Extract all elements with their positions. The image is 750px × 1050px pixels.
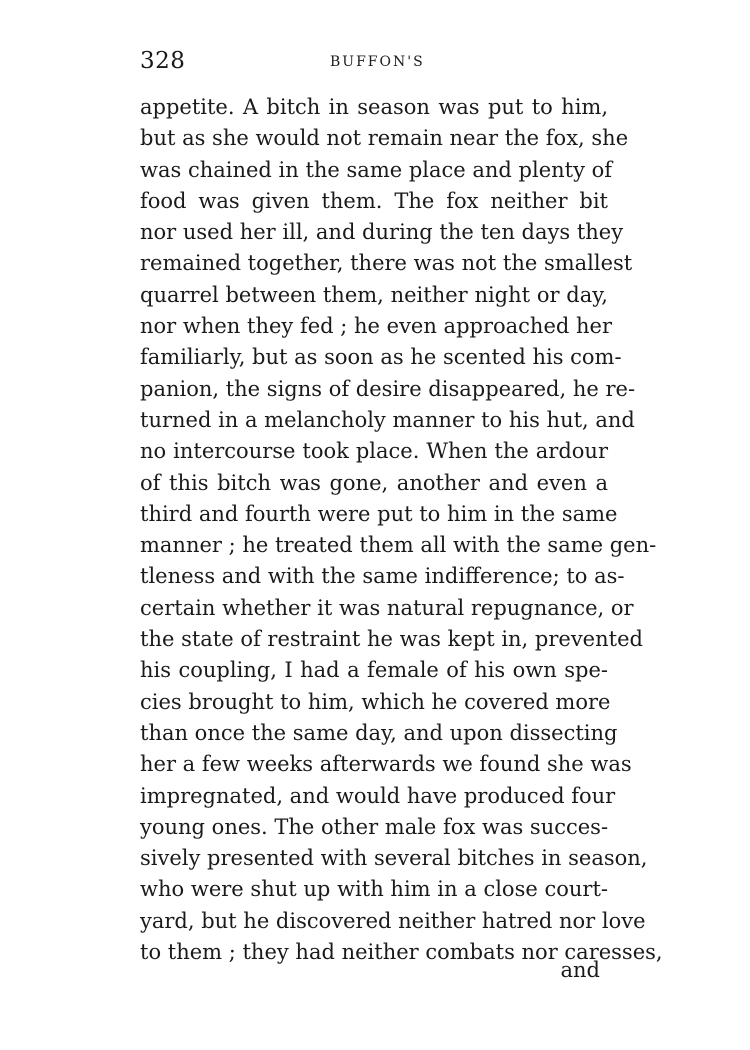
running-head: BUFFON'S [330, 54, 425, 70]
text-line: third and fourth were put to him in the same [140, 501, 618, 526]
text-line: of this bitch was gone, another and even a [140, 470, 608, 495]
text-line: impregnated, and would have produced four [140, 783, 616, 808]
text-line: manner ; he treated them all with the same gen- [140, 533, 657, 558]
text-line: yard, but he discovered neither hatred nor love [140, 908, 646, 933]
body-text [140, 92, 663, 968]
text-line: panion, the signs of desire disappeared, he re- [140, 376, 636, 401]
text-line: remained together, there was not the smallest [140, 251, 633, 276]
page-header [140, 48, 610, 84]
text-line: nor when they fed ; he even approached her [140, 314, 612, 339]
text-line: appetite. A bitch in season was put to him, [140, 95, 608, 119]
text-line: food was given them. The fox neither bit [140, 188, 608, 213]
text-line: sively presented with several bitches in season, [140, 846, 648, 871]
text-line: tleness and with the same indifference; to as- [140, 564, 625, 589]
catchword: and [560, 958, 600, 982]
text-line: quarrel between them, neither night or day, [140, 282, 608, 307]
text-line: turned in a melancholy manner to his hut, and [140, 407, 635, 432]
text-line: to them ; they had neither combats nor caresses, [140, 940, 663, 965]
text-line: who were shut up with him in a close court- [140, 877, 608, 902]
text-line: young ones. The other male fox was succes- [140, 814, 609, 839]
text-line: certain whether it was natural repugnance, or [140, 595, 634, 620]
text-line: was chained in the same place and plenty of [140, 157, 613, 182]
text-line: but as she would not remain near the fox, she [140, 126, 629, 151]
text-line: his coupling, I had a female of his own spe- [140, 658, 608, 683]
text-line: no intercourse took place. When the ardour [140, 439, 608, 464]
text-line: the state of restraint he was kept in, prevented [140, 627, 643, 652]
text-line: her a few weeks afterwards we found she was [140, 752, 632, 777]
text-line: familiarly, but as soon as he scented his com- [140, 345, 622, 370]
text-line: cies brought to him, which he covered more [140, 689, 611, 714]
page-number: 328 [140, 48, 186, 74]
text-line: than once the same day, and upon dissecting [140, 720, 618, 745]
text-line: nor used her ill, and during the ten days they [140, 220, 624, 245]
